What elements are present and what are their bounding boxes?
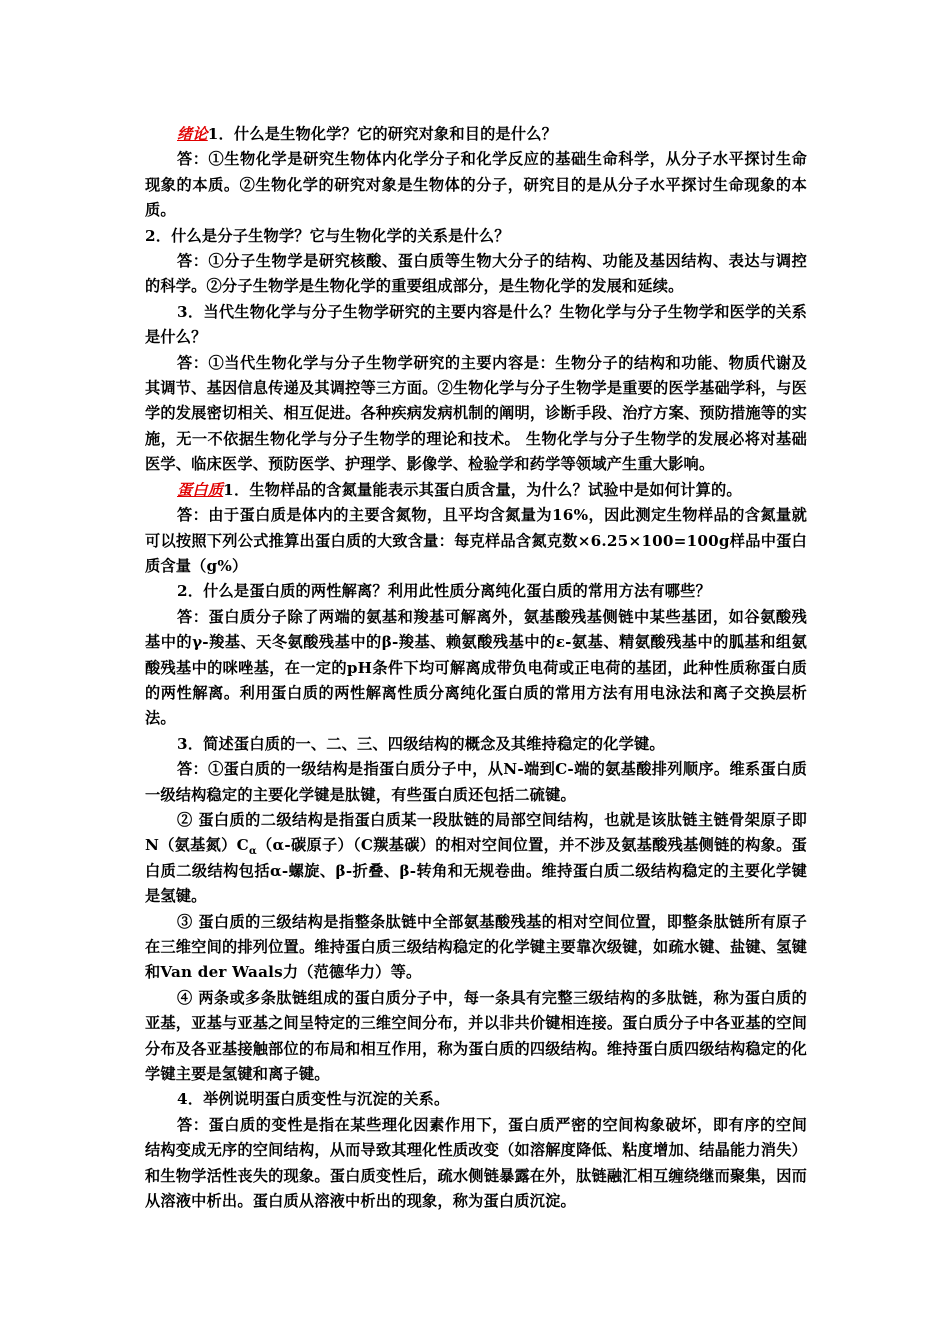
intro-question-1 xyxy=(145,122,807,147)
section-label-protein: 蛋白质 xyxy=(177,480,224,499)
protein-answer-3-quaternary: ④ 两条或多条肽链组成的蛋白质分子中，每一条具有完整三级结构的多肽链，称为蛋白质的亚基，亚基与亚基之间呈特定的三维空间分布，并以非共价键相连接。蛋白质分子中各亚基的空间分布及各亚基接触部位的布局和相互作用，称为蛋白质的四级结构。维持蛋白质四级结构稳定的化学键主要是氢键和离子键。 xyxy=(145,988,807,1084)
secondary-text-pre: ② 蛋白质的二级结构是指蛋白质某一段肽链的局部空间结构，也就是该肽链主链骨架原子即N（氨基氮）C xyxy=(145,810,807,855)
intro-answer-1: 答：①生物化学是研究生物体内化学分子和化学反应的基础生命科学，从分子水平探讨生命现象的本质。②生物化学的研究对象是生物体的分子，研究目的是从分子水平探讨生命现象的本质。 xyxy=(145,150,807,220)
document-body xyxy=(145,122,807,1214)
intro-question-2: 2．什么是分子生物学？它与生物化学的关系是什么？ xyxy=(145,226,510,245)
protein-answer-3-tertiary: ③ 蛋白质的三级结构是指整条肽链中全部氨基酸残基的相对空间位置，即整条肽链所有原子在三维空间的排列位置。维持蛋白质三级结构稳定的化学键主要靠次级键，如疏水键、盐键、氢键和Van der Waals力（范德华力）等。 xyxy=(145,912,807,982)
protein-answer-3-primary: 答：①蛋白质的一级结构是指蛋白质分子中，从N-端到C-端的氨基酸排列顺序。维系蛋白质一级结构稳定的主要化学键是肽键，有些蛋白质还包括二硫键。 xyxy=(145,760,807,804)
protein-question-2: 2．什么是蛋白质的两性解离？利用此性质分离纯化蛋白质的常用方法有哪些？ xyxy=(177,582,711,601)
protein-question-3: 3．简述蛋白质的一、二、三、四级结构的概念及其维持稳定的化学键。 xyxy=(177,734,665,753)
intro-answer-3: 答：①当代生物化学与分子生物学研究的主要内容是：生物分子的结构和功能、物质代谢及其调节、基因信息传递及其调控等三方面。②生物化学与分子生物学是重要的医学基础学科，与医学的发展密切相关、相互促进。各种疾病发病机制的阐明，诊断手段、治疗方案、预防措施等的实施，无一不依据生物化学与分子生物学的理论和技术。 生物化学与分子生物学的发展必将对基础医学、临床医学、预防医学、护理学、影像学、检验学和药学等领域产生重大影响。 xyxy=(145,353,807,474)
intro-question-3: 3．当代生物化学与分子生物学研究的主要内容是什么？生物化学与分子生物学和医学的关系是什么？ xyxy=(145,302,807,347)
alpha-subscript: α xyxy=(248,846,257,858)
protein-question-1-text: 1．生物样品的含氮量能表示其蛋白质含量，为什么？试验中是如何计算的。 xyxy=(223,480,742,499)
protein-question-1 xyxy=(145,478,807,503)
protein-answer-4: 答：蛋白质的变性是指在某些理化因素作用下，蛋白质严密的空间构象破坏，即有序的空间结构变成无序的空间结构，从而导致其理化性质改变（如溶解度降低、粘度增加、结晶能力消失）和生物学活性丧失的现象。蛋白质变性后，疏水侧链暴露在外，肽链融汇相互缠绕继而聚集，因而从溶液中析出。蛋白质从溶液中析出的现象，称为蛋白质沉淀。 xyxy=(145,1115,807,1211)
intro-answer-2: 答：①分子生物学是研究核酸、蛋白质等生物大分子的结构、功能及基因结构、表达与调控的科学。②分子生物学是生物化学的重要组成部分，是生物化学的发展和延续。 xyxy=(145,252,807,296)
section-label-intro: 绪论 xyxy=(177,125,208,143)
protein-answer-2: 答：蛋白质分子除了两端的氨基和羧基可解离外，氨基酸残基侧链中某些基团，如谷氨酸残基中的γ-羧基、天冬氨酸残基中的β-羧基、赖氨酸残基中的ε-氨基、精氨酸残基中的胍基和组氨酸残基中的咪唑基，在一定的pH条件下均可解离成带负电荷或正电荷的基团，此种性质称蛋白质的两性解离。利用蛋白质的两性解离性质分离纯化蛋白质的常用方法有用电泳法和离子交换层析法。 xyxy=(145,607,807,728)
protein-answer-1: 答：由于蛋白质是体内的主要含氮物，且平均含氮量为16%，因此测定生物样品的含氮量就可以按照下列公式推算出蛋白质的大致含量：每克样品含氮克数×6.25×100=100g样品中蛋白质含量（g%） xyxy=(145,506,807,575)
intro-question-1-text: 1．什么是生物化学？它的研究对象和目的是什么？ xyxy=(207,125,558,143)
protein-answer-3-secondary xyxy=(145,808,807,910)
secondary-text-post: （α-碳原子）（C羰基碳）的相对空间位置，并不涉及氨基酸残基侧链的构象。蛋白质二级结构包括α-螺旋、β-折叠、β-转角和无规卷曲。维持蛋白质二级结构稳定的主要化学键是氢键。 xyxy=(145,836,807,906)
protein-question-4: 4．举例说明蛋白质变性与沉淀的关系。 xyxy=(177,1090,450,1109)
